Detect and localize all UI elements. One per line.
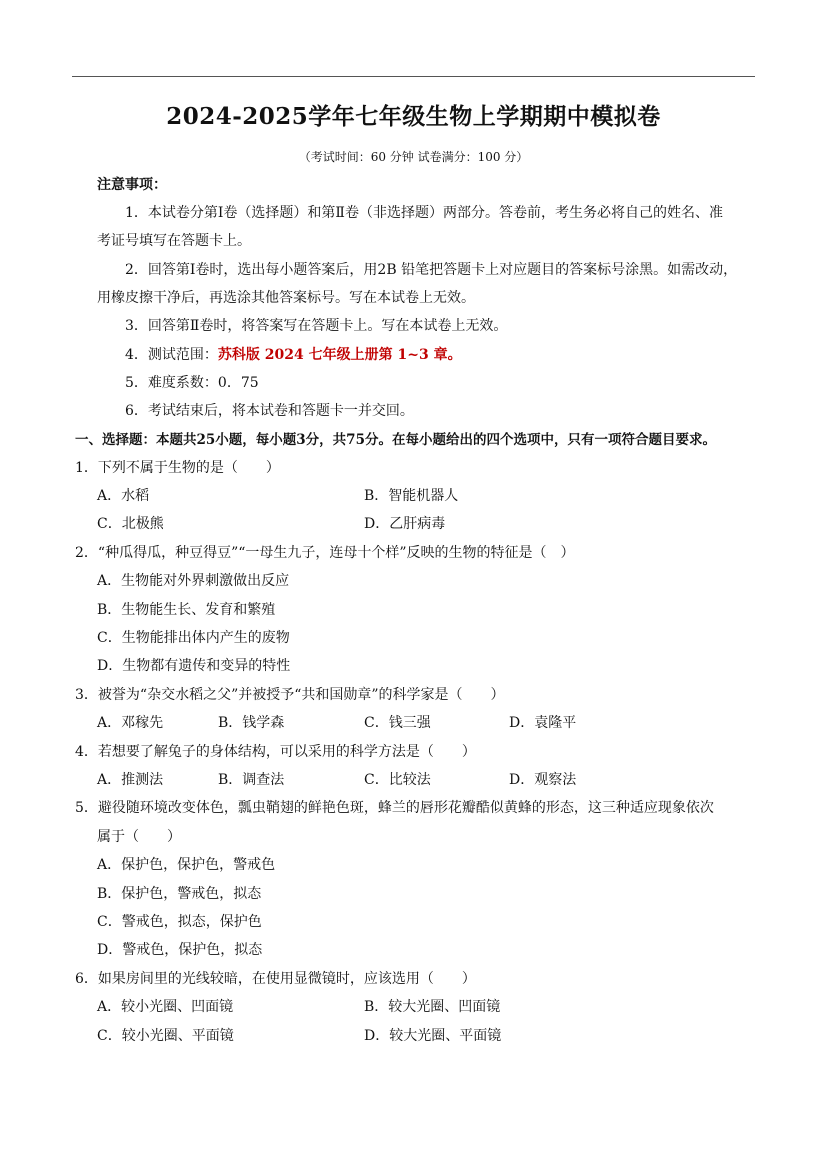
question-2-option-b: B．生物能生长、发育和繁殖 (97, 602, 276, 618)
note-4 (125, 346, 462, 364)
question-2-option-a: A．生物能对外界刺激做出反应 (97, 573, 290, 589)
note-4-scope: 苏科版 2024 七年级上册第 1~3 章。 (217, 347, 462, 363)
question-1-option-c: C．北极熊 (97, 516, 164, 532)
question-5-stem-continued: 属于（ ） (97, 829, 181, 845)
exam-title: 2024-2025学年七年级生物上学期期中模拟卷 (166, 103, 661, 130)
question-4-option-d: D．观察法 (509, 772, 577, 788)
question-6-option-d: D．较大光圈、平面镜 (364, 1028, 502, 1044)
exam-subtitle: （考试时间：60 分钟 试卷满分：100 分） (298, 150, 529, 164)
question-5-option-c: C．警戒色，拟态，保护色 (97, 914, 262, 930)
question-6-option-a: A．较小光圈、凹面镜 (97, 999, 234, 1015)
question-5-stem: 5．避役随环境改变体色，瓢虫鞘翅的鲜艳色斑，蜂兰的唇形花瓣酷似黄蜂的形态，这三种适应现象依次 (75, 800, 714, 816)
question-3-option-a: A．邓稼先 (97, 715, 164, 731)
note-5: 5．难度系数：0．75 (125, 375, 259, 391)
note-1-line-2: 考证号填写在答题卡上。 (97, 233, 251, 249)
question-6-option-b: B．较大光圈、凹面镜 (364, 999, 501, 1015)
question-6-stem: 6．如果房间里的光线较暗，在使用显微镜时，应该选用（ ） (75, 971, 476, 987)
notes-heading: 注意事项： (97, 177, 167, 193)
question-1-option-d: D．乙肝病毒 (364, 516, 446, 532)
question-6-option-c: C．较小光圈、平面镜 (97, 1028, 234, 1044)
section-1-heading: 一、选择题：本题共25小题，每小题3分，共75分。在每小题给出的四个选项中，只有一项符合题目要求。 (75, 432, 716, 448)
question-5-option-d: D．警戒色，保护色，拟态 (97, 942, 263, 958)
question-3-option-b: B．钱学森 (218, 715, 285, 731)
question-1-option-a: A．水稻 (97, 488, 150, 504)
header-rule (72, 76, 755, 77)
question-5-option-b: B．保护色，警戒色，拟态 (97, 886, 262, 902)
note-1-line-1: 1．本试卷分第Ⅰ卷（选择题）和第Ⅱ卷（非选择题）两部分。答卷前，考生务必将自己的姓名、准 (125, 205, 723, 221)
question-2-option-c: C．生物能排出体内产生的废物 (97, 630, 290, 646)
question-5-option-a: A．保护色，保护色，警戒色 (97, 857, 276, 873)
note-6: 6．考试结束后，将本试卷和答题卡一并交回。 (125, 403, 414, 419)
question-1-option-b: B．智能机器人 (364, 488, 459, 504)
question-4-option-b: B．调查法 (218, 772, 285, 788)
note-4-prefix: 4．测试范围： (125, 347, 218, 363)
question-3-option-c: C．钱三强 (364, 715, 431, 731)
question-2-stem: 2．“种瓜得瓜，种豆得豆”“一母生九子，连母十个样”反映的生物的特征是（ ） (75, 545, 575, 561)
note-3: 3．回答第Ⅱ卷时，将答案写在答题卡上。写在本试卷上无效。 (125, 318, 508, 334)
question-1-stem: 1．下列不属于生物的是（ ） (75, 460, 280, 476)
question-3-option-d: D．袁隆平 (509, 715, 577, 731)
note-2-line-1: 2．回答第Ⅰ卷时，选出每小题答案后，用2B 铅笔把答题卡上对应题目的答案标号涂黑。如需改动， (125, 262, 738, 278)
question-4-option-c: C．比较法 (364, 772, 431, 788)
question-4-option-a: A．推测法 (97, 772, 164, 788)
note-2-line-2: 用橡皮擦干净后，再选涂其他答案标号。写在本试卷上无效。 (97, 290, 475, 306)
question-4-stem: 4．若想要了解兔子的身体结构，可以采用的科学方法是（ ） (75, 744, 476, 760)
question-2-option-d: D．生物都有遗传和变异的特性 (97, 658, 291, 674)
question-3-stem: 3．被誉为“杂交水稻之父”并被授予“共和国勋章”的科学家是（ ） (75, 687, 505, 703)
